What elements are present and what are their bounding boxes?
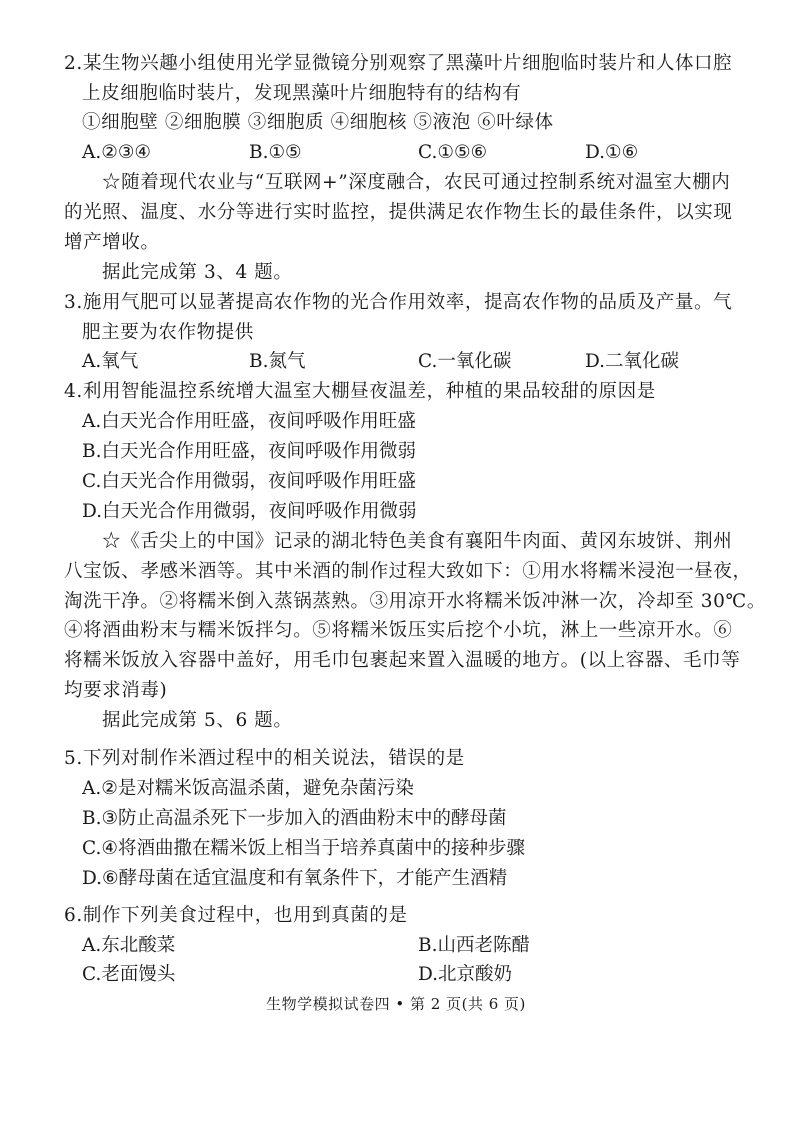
- passage2-line2: 八宝饭、孝感米酒等。其中米酒的制作过程大致如下：①用水将糯米浸泡一昼夜，: [64, 561, 752, 582]
- q3-stem-line2: 肥主要为农作物提供: [82, 322, 254, 343]
- passage1-line2: 的光照、温度、水分等进行实时监控，提供满足农作物生长的最佳条件，以实现: [64, 202, 733, 223]
- q4-stem: 4.利用智能温控系统增大温室大棚昼夜温差，种植的果品较甜的原因是: [64, 381, 656, 402]
- q5-stem: 5.下列对制作米酒过程中的相关说法，错误的是: [64, 748, 465, 769]
- q5-option-c: C.④将酒曲撒在糯米饭上相当于培养真菌中的接种步骤: [82, 838, 525, 859]
- q6-option-d: D.北京酸奶: [418, 964, 513, 985]
- q2-option-c: C.①⑤⑥: [418, 142, 488, 163]
- q6-stem: 6.制作下列美食过程中，也用到真菌的是: [64, 905, 408, 926]
- q5-option-b: B.③防止高温杀死下一步加入的酒曲粉末中的酵母菌: [82, 808, 507, 829]
- q4-option-c: C.白天光合作用微弱，夜间呼吸作用旺盛: [82, 471, 416, 492]
- passage1-line1: ☆随着现代农业与“互联网+”深度融合，农民可通过控制系统对温室大棚内: [102, 172, 731, 193]
- q6-option-a: A.东北酸菜: [82, 935, 176, 956]
- q2-stem-line2: 上皮细胞临时装片，发现黑藻叶片细胞特有的结构有: [82, 83, 522, 104]
- q4-option-b: B.白天光合作用旺盛，夜间呼吸作用微弱: [82, 441, 416, 462]
- q3-stem-line1: 3.施用气肥可以显著提高农作物的光合作用效率，提高农作物的品质及产量。气: [64, 292, 733, 313]
- passage2-line5: 将糯米饭放入容器中盖好，用毛巾包裹起来置入温暖的地方。(以上容器、毛巾等: [64, 650, 741, 671]
- q2-option-a: A.②③④: [82, 142, 151, 163]
- passage2-instruction: 据此完成第 5、6 题。: [102, 710, 293, 731]
- page-footer: 生物学模拟试卷四 • 第 2 页(共 6 页): [266, 995, 526, 1013]
- q3-option-a: A.氧气: [82, 351, 139, 372]
- q2-items: ①细胞壁 ②细胞膜 ③细胞质 ④细胞核 ⑤液泡 ⑥叶绿体: [82, 112, 554, 133]
- q5-option-d: D.⑥酵母菌在适宜温度和有氧条件下，才能产生酒精: [82, 868, 508, 889]
- q4-option-d: D.白天光合作用微弱，夜间呼吸作用微弱: [82, 501, 417, 522]
- passage1-instruction: 据此完成第 3、4 题。: [102, 262, 293, 283]
- q4-option-a: A.白天光合作用旺盛，夜间呼吸作用旺盛: [82, 411, 416, 432]
- q6-option-c: C.老面馒头: [82, 964, 176, 985]
- passage2-line1: ☆《舌尖上的中国》记录的湖北特色美食有襄阳牛肉面、黄冈东坡饼、荆州: [102, 531, 733, 552]
- q3-option-c: C.一氧化碳: [418, 351, 512, 372]
- passage2-line3: 淘洗干净。②将糯米倒入蒸锅蒸熟。③用凉开水将糯米饭冲淋一次，冷却至 30℃。: [64, 591, 766, 612]
- passage1-line3: 增产增收。: [64, 232, 160, 253]
- q5-option-a: A.②是对糯米饭高温杀菌，避免杂菌污染: [82, 778, 414, 799]
- q2-option-b: B.①⑤: [249, 142, 302, 163]
- q3-option-d: D.二氧化碳: [585, 351, 680, 372]
- passage2-line4: ④将酒曲粉末与糯米饭拌匀。⑤将糯米饭压实后挖个小坑，淋上一些凉开水。⑥: [64, 620, 733, 641]
- q2-stem-line1: 2.某生物兴趣小组使用光学显微镜分别观察了黑藻叶片细胞临时装片和人体口腔: [64, 53, 733, 74]
- q3-option-b: B.氮气: [249, 351, 306, 372]
- passage2-line6: 均要求消毒): [64, 680, 168, 701]
- q2-option-d: D.①⑥: [585, 142, 639, 163]
- q6-option-b: B.山西老陈醋: [418, 935, 530, 956]
